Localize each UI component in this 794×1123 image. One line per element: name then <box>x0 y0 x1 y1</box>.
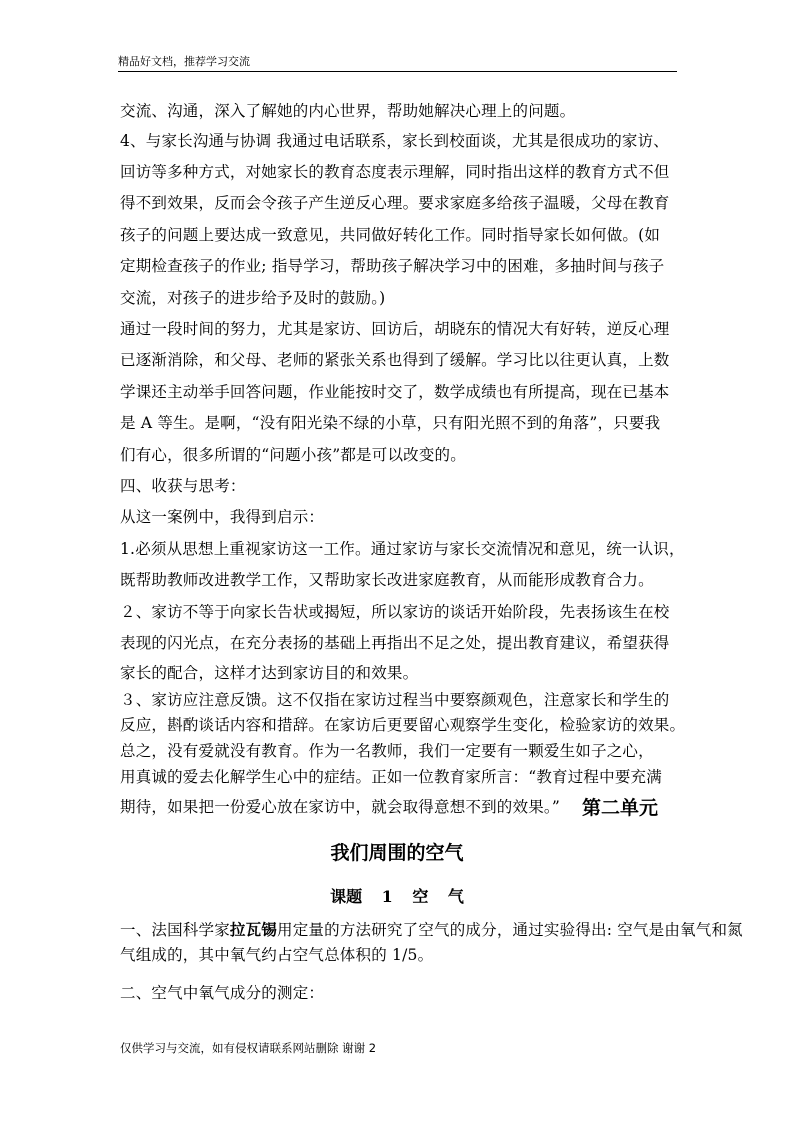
section-heading: 四、收获与思考： <box>120 477 246 495</box>
body-line: 回访等多种方式，对她家长的教育态度表示理解，同时指出这样的教育方式不但 <box>120 163 670 181</box>
body-line: 反应，斟酌谈话内容和措辞。在家访后更要留心观察学生变化，检验家访的效果。 <box>120 716 686 734</box>
body-line: 孩子的问题上要达成一致意见，共同做好转化工作。同时指导家长如何做。(如 <box>120 226 661 244</box>
body-line: 从这一案例中，我得到启示： <box>120 508 325 526</box>
page-footer: 仅供学习与交流，如有侵权请联系网站删除 谢谢 2 <box>120 1041 377 1055</box>
body-line: 总之，没有爱就没有教育。作为一名教师，我们一定要有一颗爱生如子之心， <box>120 742 654 760</box>
body-line: 定期检查孩子的作业; 指导学习，帮助孩子解决学习中的困难，多抽时间与孩子 <box>120 257 665 275</box>
body-line: 1.必须从思想上重视家访这一工作。通过家访与家长交流情况和意见，统一认识， <box>120 540 685 558</box>
body-line: 期待，如果把一份爱心放在家访中，就会取得意想不到的效果。” <box>120 798 560 816</box>
scientist-name: 拉瓦锡 <box>229 920 278 939</box>
body-line: 家长的配合，这样才达到家访目的和效果。 <box>120 664 419 682</box>
paragraph-text: 用定量的方法研究了空气的成分，通过实验得出: 空气是由氧气和氮 <box>277 921 743 939</box>
header-divider <box>118 71 677 72</box>
paragraph-line: 气组成的，其中氧气约占空气总体积的 1/5。 <box>120 946 434 964</box>
lesson-title: 课题 1 空 气 <box>330 887 464 906</box>
body-line: ２、家访不等于向家长告状或揭短，所以家访的谈话开始阶段，先表扬该生在校 <box>120 603 670 621</box>
body-line: 用真诚的爱去化解学生心中的症结。正如一位教育家所言：“教育过程中要充满 <box>120 768 662 786</box>
unit-title: 第二单元 <box>582 797 659 819</box>
body-line: 既帮助教师改进教学工作，又帮助家长改进家庭教育，从而能形成教育合力。 <box>120 571 654 589</box>
body-line: 已逐渐消除，和父母、老师的紧张关系也得到了缓解。学习比以往更认真，上数 <box>120 351 670 369</box>
chapter-title: 我们周围的空气 <box>330 842 464 864</box>
body-line: ３、家访应注意反馈。这不仅指在家访过程当中要察颜观色，注意家长和学生的 <box>120 691 670 709</box>
paragraph-text: 一、法国科学家 <box>120 921 230 939</box>
paragraph-line: 二、空气中氧气成分的测定： <box>120 984 325 1002</box>
body-line: 交流，对孩子的进步给予及时的鼓励。) <box>120 289 386 307</box>
body-line: 表现的闪光点，在充分表扬的基础上再指出不足之处，提出教育建议，希望获得 <box>120 634 670 652</box>
body-line: 通过一段时间的努力，尤其是家访、回访后，胡晓东的情况大有好转，逆反心理 <box>120 320 670 338</box>
paragraph-line <box>120 920 743 940</box>
body-line: 交流、沟通，深入了解她的内心世界，帮助她解决心理上的问题。 <box>120 102 576 120</box>
body-line: 4、与家长沟通与协调 我通过电话联系，家长到校面谈，尤其是很成功的家访、 <box>120 132 669 150</box>
page-header: 精品好文档，推荐学习交流 <box>118 55 250 68</box>
body-line: 们有心，很多所谓的“问题小孩”都是可以改变的。 <box>120 446 466 464</box>
body-line: 学课还主动举手回答问题，作业能按时交了，数学成绩也有所提高，现在已基本 <box>120 383 670 401</box>
body-line: 是 A 等生。是啊，“没有阳光染不绿的小草，只有阳光照不到的角落”，只要我 <box>120 414 661 432</box>
body-line: 得不到效果，反而会令孩子产生逆反心理。要求家庭多给孩子温暖，父母在教育 <box>120 194 670 212</box>
